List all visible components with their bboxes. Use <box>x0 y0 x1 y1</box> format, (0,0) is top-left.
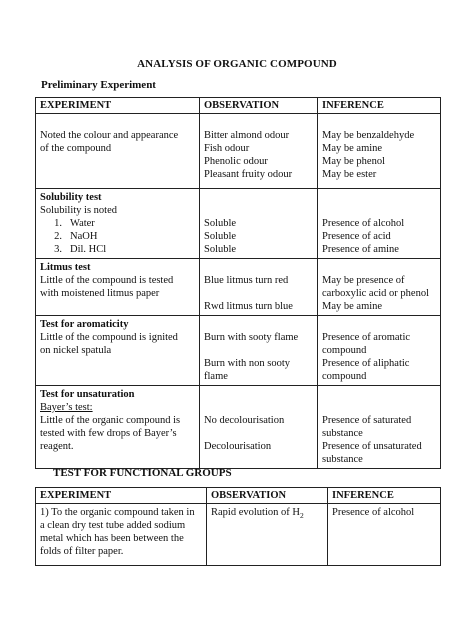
list-number: 1. <box>54 218 62 229</box>
cell-line: 1) To the organic compound taken in <box>40 507 195 518</box>
test-title: Solubility test <box>40 192 102 203</box>
list-label: Water <box>70 218 95 229</box>
cell-line: of the compound <box>40 143 112 154</box>
test-subtitle: Bayer’s test: <box>40 402 93 413</box>
test-title: Test for unsaturation <box>40 389 135 400</box>
header-observation: OBSERVATION <box>200 98 318 114</box>
cell-line: Little of the organic compound is <box>40 415 181 426</box>
cell-line: compound <box>322 371 367 382</box>
cell-line: reagent. <box>40 441 74 452</box>
experiment-cell <box>36 259 200 316</box>
cell-line: Blue litmus turn red <box>204 275 289 286</box>
observation-cell <box>200 316 318 386</box>
list-item <box>40 217 195 230</box>
cell-line: Soluble <box>204 244 237 255</box>
cell-line: folds of filter paper. <box>40 546 124 557</box>
inference-cell <box>318 189 441 259</box>
cell-line: on nickel spatula <box>40 345 112 356</box>
cell-line: tested with few drops of Bayer’s <box>40 428 177 439</box>
experiment-cell <box>36 114 200 189</box>
table-header-row <box>36 98 441 114</box>
table-row <box>36 114 441 189</box>
table-header-row <box>36 488 441 504</box>
cell-line: Burn with non sooty <box>204 358 291 369</box>
observation-cell <box>200 386 318 469</box>
experiment-cell <box>36 189 200 259</box>
inference-cell <box>318 316 441 386</box>
experiment-cell <box>36 386 200 469</box>
cell-line: Presence of aromatic <box>322 332 411 343</box>
header-inference: INFERENCE <box>318 98 441 114</box>
cell-line: No decolourisation <box>204 415 285 426</box>
list-item <box>40 230 195 243</box>
list-number: 3. <box>54 244 62 255</box>
cell-line: Little of the compound is tested <box>40 275 174 286</box>
table-row <box>36 259 441 316</box>
header-inference: INFERENCE <box>328 488 441 504</box>
list-label: Dil. HCl <box>70 244 107 255</box>
test-title: Test for aromaticity <box>40 319 129 330</box>
inference-cell <box>318 386 441 469</box>
cell-line: Phenolic odour <box>204 156 268 167</box>
inference-cell <box>318 259 441 316</box>
cell-line: May be ester <box>322 169 377 180</box>
cell-line: Presence of saturated <box>322 415 412 426</box>
experiment-cell <box>36 504 207 566</box>
preliminary-table <box>35 97 441 469</box>
table-row <box>36 189 441 259</box>
test-title: Litmus test <box>40 262 91 273</box>
cell-line: May be amine <box>322 143 383 154</box>
observation-cell <box>200 189 318 259</box>
list-item <box>40 243 195 256</box>
cell-line: Presence of amine <box>322 244 399 255</box>
subscript: 2 <box>299 511 304 521</box>
cell-line: compound <box>322 345 367 356</box>
header-observation: OBSERVATION <box>207 488 328 504</box>
cell-line: carboxylic acid or phenol <box>322 288 429 299</box>
header-experiment: EXPERIMENT <box>36 488 207 504</box>
cell-line: Presence of aliphatic <box>322 358 410 369</box>
cell-line: substance <box>322 454 363 465</box>
inference-cell <box>318 114 441 189</box>
cell-line: substance <box>322 428 363 439</box>
cell-line: May be benzaldehyde <box>322 130 415 141</box>
cell-line: May be presence of <box>322 275 405 286</box>
table-row <box>36 316 441 386</box>
cell-line: flame <box>204 371 228 382</box>
cell-line: Presence of acid <box>322 231 391 242</box>
preliminary-heading: Preliminary Experiment <box>41 79 156 91</box>
observation-cell <box>200 114 318 189</box>
cell-line: Presence of unsaturated <box>322 441 422 452</box>
observation-cell <box>200 259 318 316</box>
cell-line: Soluble <box>204 218 237 229</box>
cell-line: Soluble <box>204 231 237 242</box>
inference-cell <box>328 504 441 566</box>
cell-line: Little of the compound is ignited <box>40 332 178 343</box>
header-experiment: EXPERIMENT <box>36 98 200 114</box>
cell-line: Presence of alcohol <box>322 218 405 229</box>
cell-line: Bitter almond odour <box>204 130 290 141</box>
cell-line: Solubility is noted <box>40 205 118 216</box>
functional-groups-table <box>35 487 441 566</box>
observation-cell <box>207 504 328 566</box>
cell-line: Fish odour <box>204 143 250 154</box>
cell-line: Presence of alcohol <box>332 507 415 518</box>
cell-line: metal which has been between the <box>40 533 184 544</box>
table-row <box>36 386 441 469</box>
cell-line: Burn with sooty flame <box>204 332 299 343</box>
list-number: 2. <box>54 231 62 242</box>
cell-line: May be amine <box>322 301 383 312</box>
experiment-cell <box>36 316 200 386</box>
observation-text: Rapid evolution of H <box>211 507 300 518</box>
cell-line: Pleasant fruity odour <box>204 169 293 180</box>
table-row <box>36 504 441 566</box>
cell-line: with moistened litmus paper <box>40 288 160 299</box>
cell-line: Decolourisation <box>204 441 272 452</box>
cell-line: Rwd litmus turn blue <box>204 301 293 312</box>
cell-line <box>211 506 323 522</box>
list-label: NaOH <box>70 231 98 242</box>
page-title: ANALYSIS OF ORGANIC COMPOUND <box>137 58 337 70</box>
cell-line: May be phenol <box>322 156 385 167</box>
cell-line: Noted the colour and appearance <box>40 130 179 141</box>
functional-groups-heading: TEST FOR FUNCTIONAL GROUPS <box>53 467 232 479</box>
cell-line: a clean dry test tube added sodium <box>40 520 186 531</box>
